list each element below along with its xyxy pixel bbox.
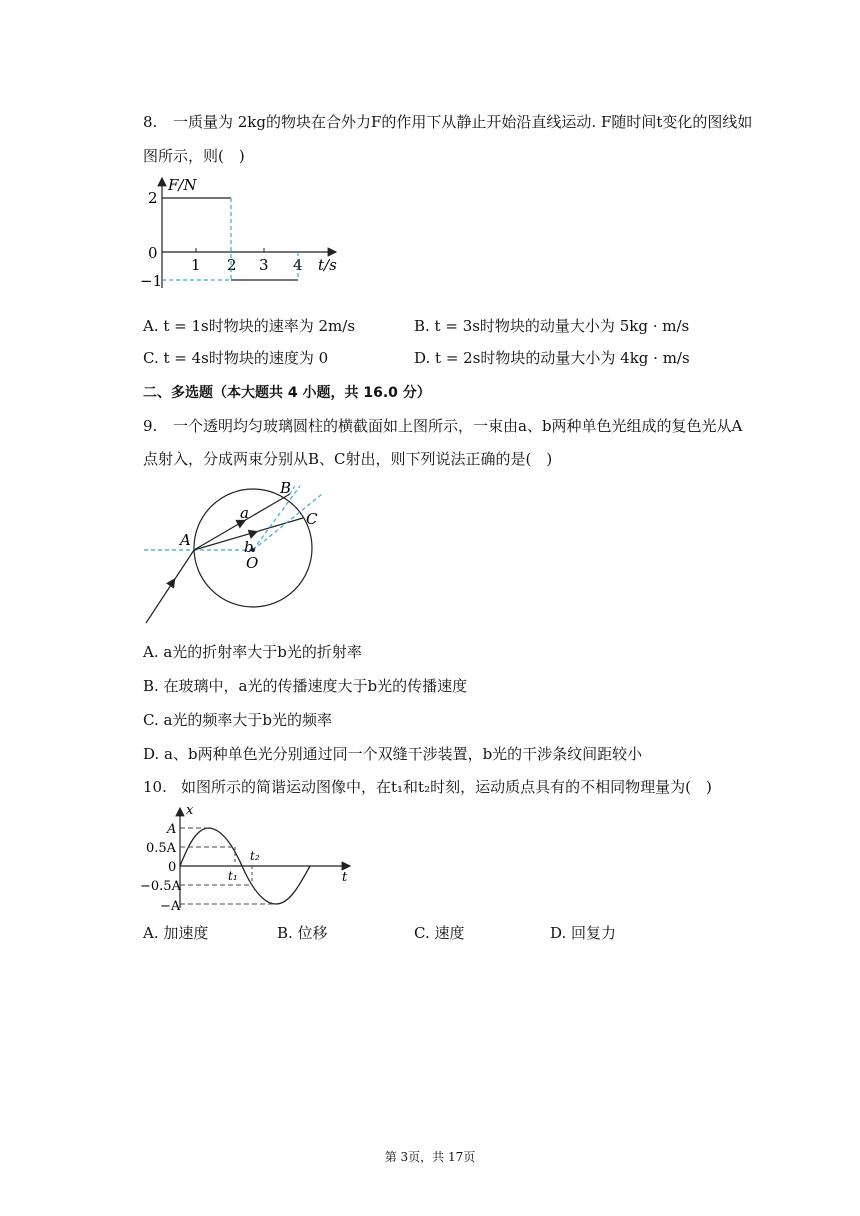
q8-force-time-graph	[140, 170, 360, 300]
q9-refraction-diagram	[140, 478, 340, 628]
q10-t2-label: t₂	[250, 849, 260, 863]
q10-y-axis-label: x	[186, 803, 194, 818]
q9-option-c[interactable]: C. a光的频率大于b光的频率	[143, 711, 333, 729]
q10-shm-graph	[140, 800, 370, 915]
q9-stem-1: 一个透明均匀玻璃圆柱的横截面如上图所示，一束由a、b两种单色光组成的复色光从A	[173, 417, 743, 435]
q10-y-tick-neg-a: −A	[160, 899, 181, 914]
q9-option-d[interactable]: D. a、b两种单色光分别通过同一个双缝干涉装置，b光的干涉条纹间距较小	[143, 745, 643, 763]
q10-option-c[interactable]: C. 速度	[414, 924, 465, 942]
q10-option-a[interactable]: A. 加速度	[143, 924, 209, 942]
q8-option-d[interactable]: D. t = 2s时物块的动量大小为 4kg · m/s	[414, 349, 690, 367]
q9-option-b[interactable]: B. 在玻璃中，a光的传播速度大于b光的传播速度	[143, 677, 468, 695]
q9-number: 9.	[143, 417, 158, 435]
q8-x-axis-label: t/s	[318, 256, 337, 274]
q10-y-tick-neg-half-a: −0.5A	[140, 879, 181, 894]
q8-y-tick-2: 2	[148, 189, 158, 207]
q8-stem-2: 图所示，则( )	[143, 147, 245, 165]
section-multiple-choice-title: 二、多选题（本大题共 4 小题，共 16.0 分）	[143, 385, 431, 401]
q9-label-ray-a: a	[240, 504, 249, 522]
q8-y-axis-label: F/N	[168, 176, 197, 194]
q8-x-tick-4: 4	[293, 256, 303, 274]
page-footer: 第 3页，共 17页	[384, 1150, 476, 1164]
q8-option-b[interactable]: B. t = 3s时物块的动量大小为 5kg · m/s	[414, 317, 690, 335]
q10-option-b[interactable]: B. 位移	[277, 924, 328, 942]
q10-t1-label: t₁	[228, 869, 238, 883]
q10-x-axis-label: t	[342, 870, 348, 885]
q9-label-b-point: B	[280, 479, 292, 497]
q10-line1	[143, 777, 712, 797]
q9-label-c-point: C	[306, 510, 318, 528]
q9-label-a-point: A	[180, 531, 191, 549]
q9-stem-2: 点射入，分成两束分别从B、C射出，则下列说法正确的是( )	[143, 450, 553, 468]
q8-line1	[143, 112, 752, 132]
q8-stem-1: 一质量为 2kg的物块在合外力F的作用下从静止开始沿直线运动. F随时间t变化的图线如	[173, 113, 753, 131]
q8-x-tick-2: 2	[227, 256, 237, 274]
q8-option-c[interactable]: C. t = 4s时物块的速度为 0	[143, 349, 329, 367]
q9-label-o: O	[246, 554, 259, 572]
q8-number: 8.	[143, 113, 158, 131]
q9-label-ray-b: b	[244, 538, 254, 556]
q10-y-tick-0: 0	[168, 860, 177, 875]
q8-y-tick-0: 0	[148, 244, 158, 262]
q10-option-d[interactable]: D. 回复力	[550, 924, 617, 942]
q9-line1	[143, 416, 742, 436]
q8-x-tick-1: 1	[191, 256, 201, 274]
q9-incident-ray	[146, 550, 194, 623]
q10-stem-1: 如图所示的简谐运动图像中，在t₁和t₂时刻，运动质点具有的不相同物理量为( )	[181, 778, 712, 796]
q8-y-tick-neg1: −1	[140, 272, 163, 290]
q10-number: 10.	[143, 778, 167, 796]
q10-y-tick-half-a: 0.5A	[146, 841, 177, 856]
q10-y-tick-a: A	[167, 822, 177, 837]
q8-x-tick-3: 3	[259, 256, 269, 274]
q8-option-a[interactable]: A. t = 1s时物块的速率为 2m/s	[143, 317, 356, 335]
q9-option-a[interactable]: A. a光的折射率大于b光的折射率	[143, 643, 362, 661]
